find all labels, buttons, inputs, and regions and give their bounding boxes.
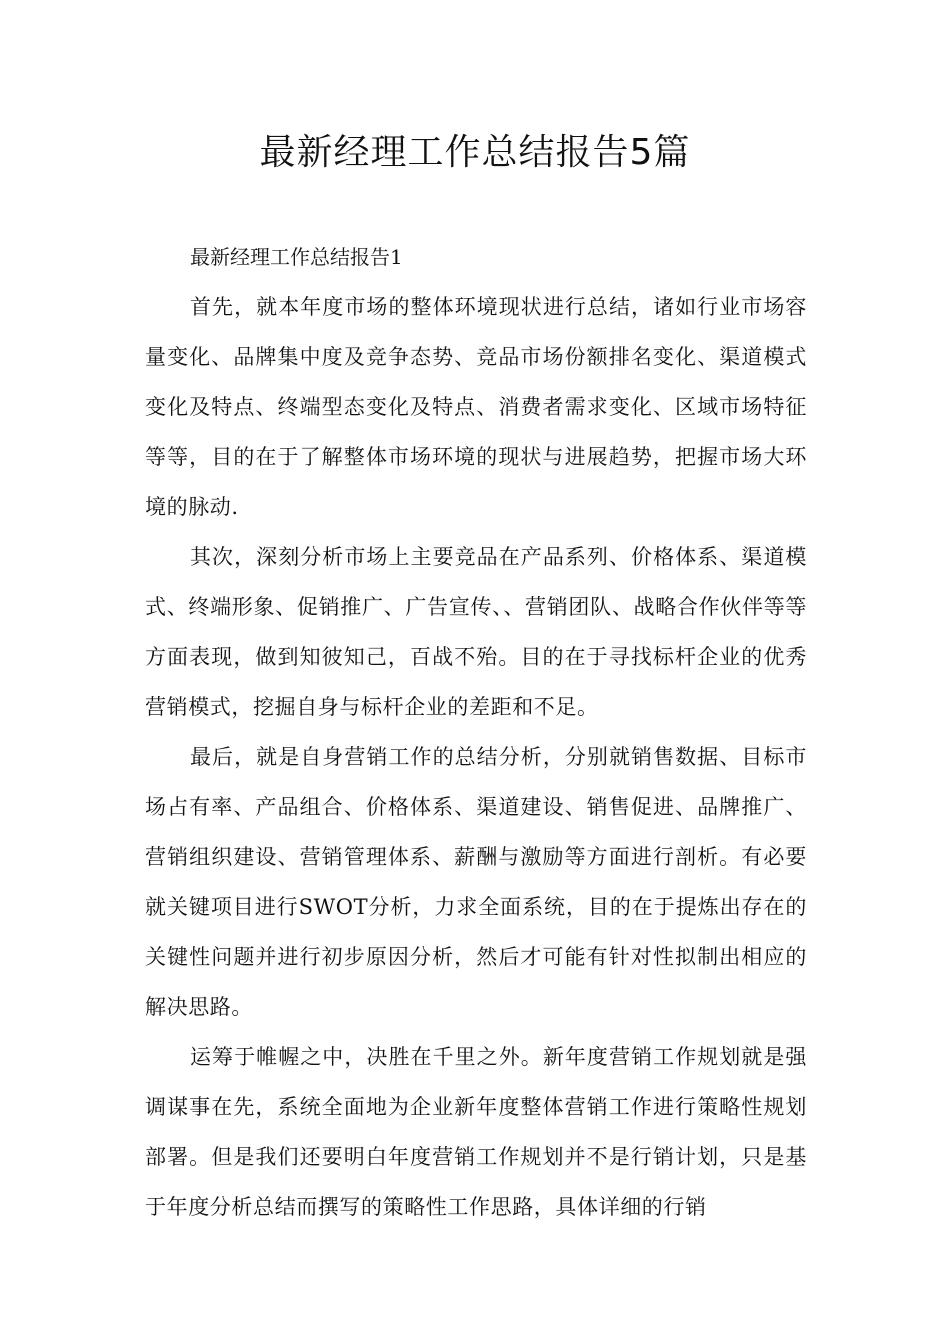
paragraph-1: 首先，就本年度市场的整体环境现状进行总结，诸如行业市场容量变化、品牌集中度及竞争态势、竞品市场份额排名变化、渠道模式变化及特点、终端型态变化及特点、消费者需求变化、区域市场特征等等，目的在于了解整体市场环境的现状与进展趋势，把握市场大环境的脉动. [145, 295, 807, 519]
paragraph-4: 运筹于帷幄之中，决胜在千里之外。新年度营销工作规划就是强调谋事在先，系统全面地为企业新年度整体营销工作进行策略性规划部署。但是我们还要明白年度营销工作规划并不是行销计划，只是基于年度分析总结而撰写的策略性工作思路，具体详细的行销 [145, 1045, 807, 1219]
document-body [145, 232, 807, 1232]
paragraph-2: 其次，深刻分析市场上主要竞品在产品系列、价格体系、渠道模式、终端形象、促销推广、广告宣传、、营销团队、战略合作伙伴等等方面表现，做到知彼知己，百战不殆。目的在于寻找标杆企业的优秀营销模式，挖掘自身与标杆企业的差距和不足。 [145, 545, 807, 719]
paragraph-3: 最后，就是自身营销工作的总结分析，分别就销售数据、目标市场占有率、产品组合、价格体系、渠道建设、销售促进、品牌推广、营销组织建设、营销管理体系、薪酬与激励等方面进行剖析。有必要就关键项目进行SWOT分析，力求全面系统，目的在于提炼出存在的关键性问题并进行初步原因分析，然后才可能有针对性拟制出相应的解决思路。 [145, 745, 807, 1019]
section-heading: 最新经理工作总结报告1 [190, 245, 403, 269]
document-title: 最新经理工作总结报告5篇 [259, 132, 691, 173]
